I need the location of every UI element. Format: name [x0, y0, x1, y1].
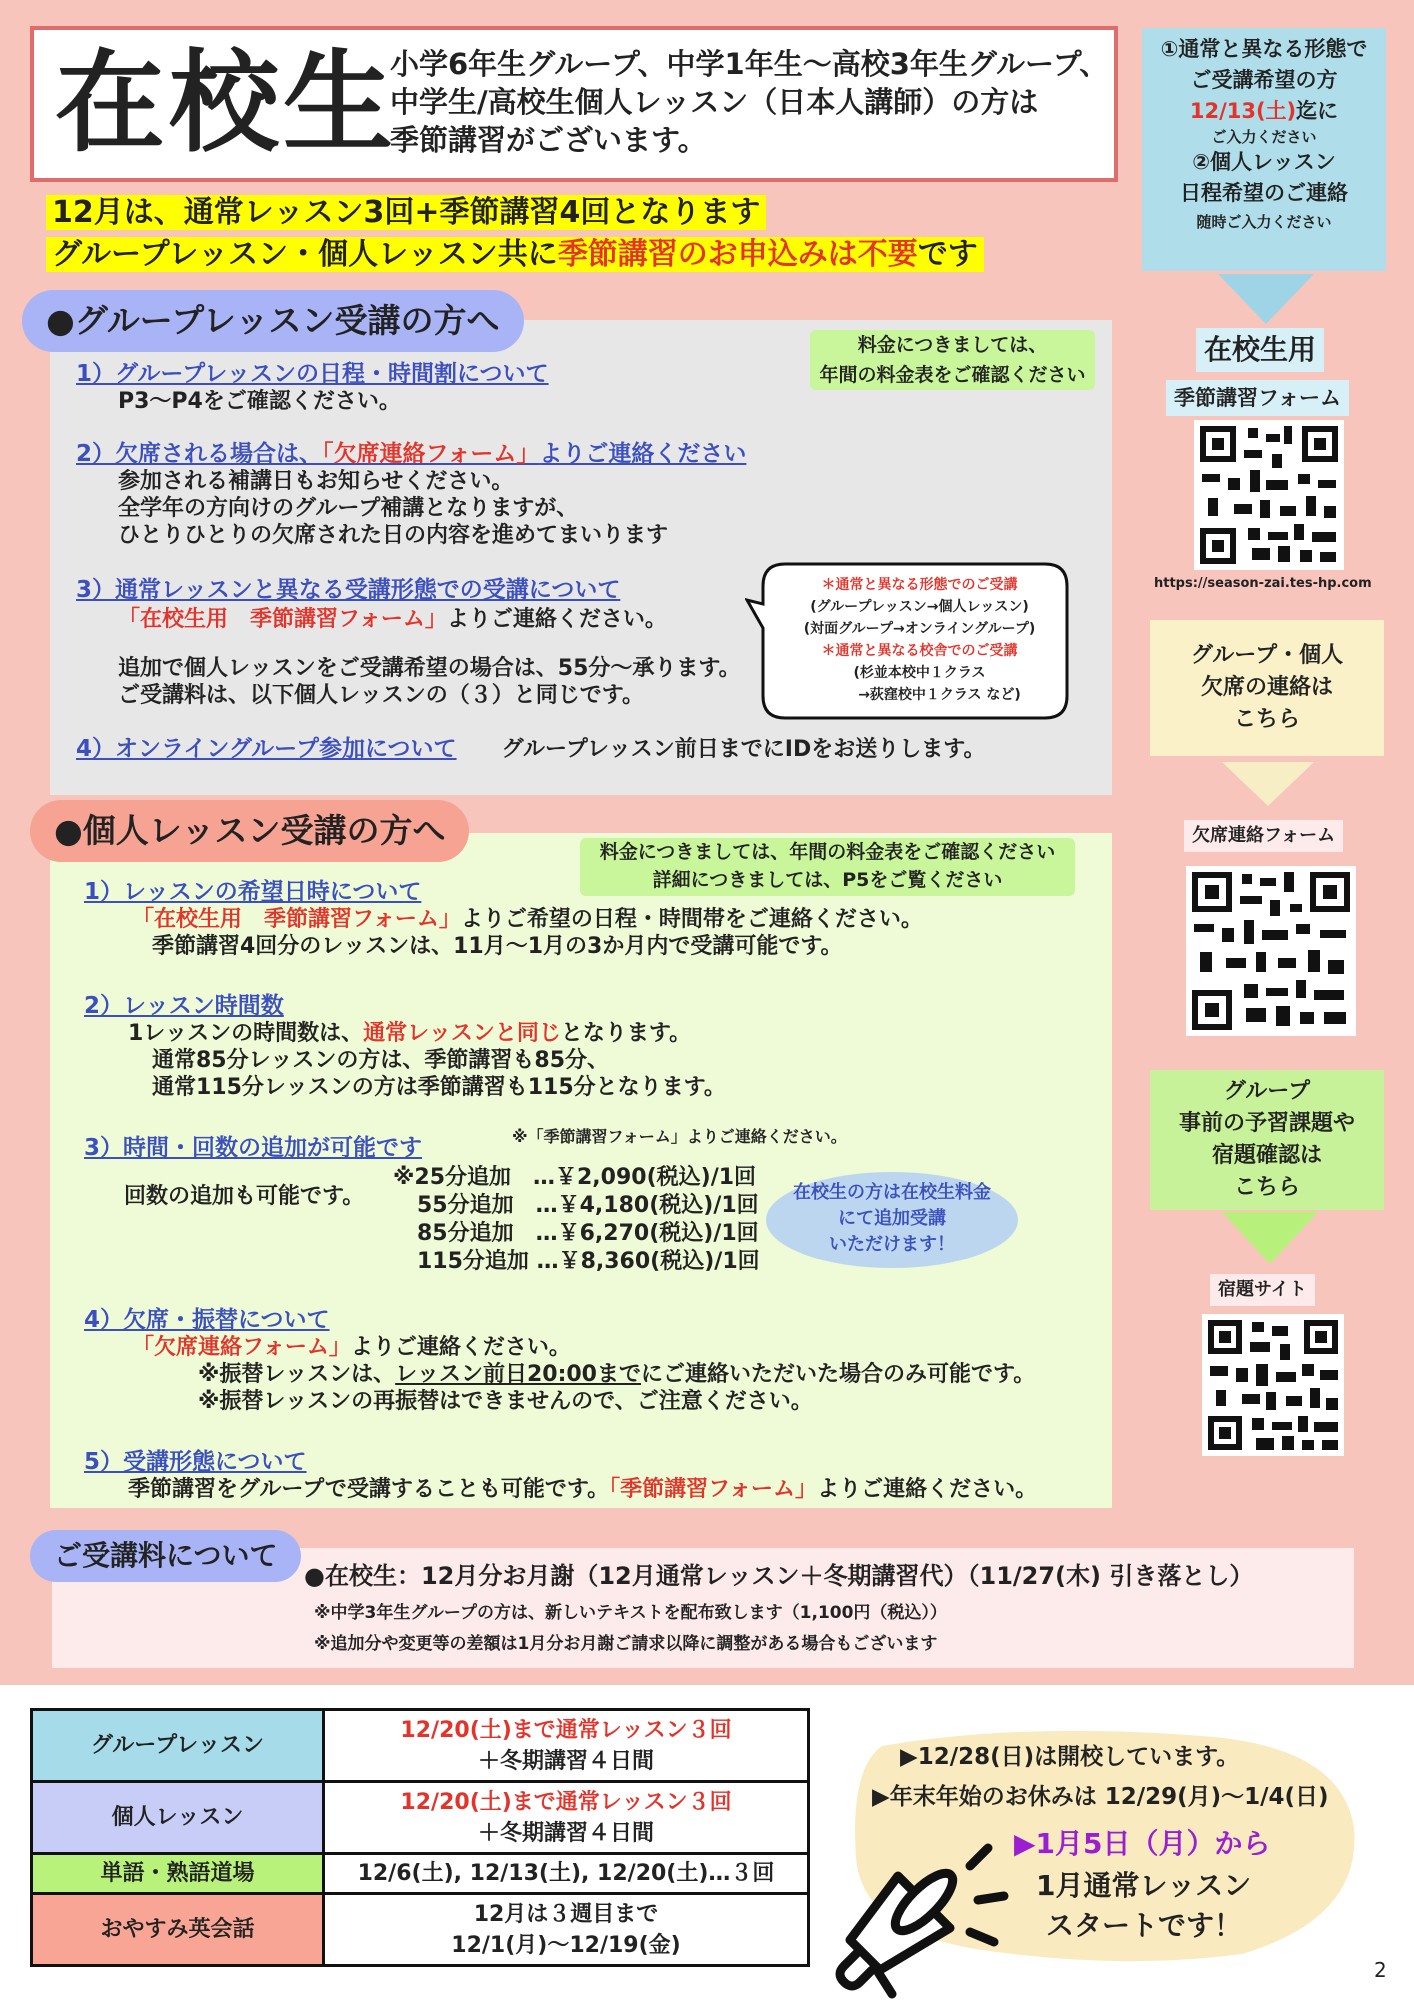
bubble-heading: ＊通常と異なる形態でのご受講 — [821, 577, 1018, 593]
form1-qr-code[interactable] — [1194, 420, 1344, 570]
bubble-line: (グループレッスン→個人レッスン) — [810, 599, 1029, 615]
table-row — [32, 1782, 809, 1854]
private-item-4-line: ※振替レッスンの再振替はできませんので、ご注意ください。 — [198, 1389, 813, 1414]
private-item-3-title: 3）時間・回数の追加が可能です — [84, 1135, 423, 1161]
intro-line: 小学6年生グループ、中学1年生～高校3年生グループ、 — [390, 47, 1109, 81]
sidebar-line: 迄に — [1296, 99, 1339, 123]
group-item-3-line: 追加で個人レッスンをご受講希望の場合は、55分～承ります。 — [118, 656, 741, 681]
sidebar-line: 事前の予習課題や — [1178, 1111, 1355, 1136]
page-title: 在校生 — [55, 39, 397, 167]
fee-note-line: 年間の料金表をご確認ください — [819, 364, 1086, 386]
sidebar-small: 随時ご入力ください — [1196, 213, 1332, 231]
schedule-red-line: 12/20(土)まで通常レッスン３回 — [400, 1789, 732, 1815]
closing-line: スタートです！ — [1046, 1909, 1243, 1942]
price-list — [393, 1164, 760, 1276]
schedule-label: 単語・熟語道場 — [32, 1854, 324, 1894]
table-row — [32, 1710, 809, 1782]
price-line: 85分追加 …￥6,270(税込)/1回 — [417, 1221, 759, 1246]
sidebar-line: グループ — [1223, 1079, 1311, 1104]
schedule-red-line: 12/20(土)まで通常レッスン３回 — [400, 1717, 732, 1743]
schedule-label: 個人レッスン — [32, 1782, 324, 1854]
private-item-4 — [84, 1306, 1035, 1415]
price-line: 115分追加 …￥8,360(税込)/1回 — [417, 1249, 760, 1274]
schedule-table — [30, 1708, 810, 1967]
price-bubble-line: 在校生の方は在校生料金 — [793, 1182, 991, 1203]
fee-note-line: 料金につきましては、 — [857, 334, 1048, 356]
link-text: 2）欠席される場合は、 — [76, 441, 323, 467]
closing-highlight: ▶1月5日（月）から — [1014, 1827, 1271, 1860]
schedule-value — [324, 1854, 809, 1894]
sidebar-homework-box — [1150, 1070, 1384, 1210]
private-item-3-note: ※「季節講習フォーム」よりご連絡ください。 — [512, 1127, 847, 1146]
group-item-4-title: 4）オンライングループ参加について — [76, 736, 457, 762]
fees-heading: ご受講料について — [30, 1530, 301, 1582]
private-absence-form-name: 「欠席連絡フォーム」 — [132, 1335, 351, 1360]
fee-note-line: 料金につきましては、年間の料金表をご確認ください — [599, 841, 1056, 863]
form1-title: 在校生用 — [1196, 328, 1324, 372]
sidebar-line: 宿題確認は — [1211, 1143, 1322, 1168]
private-item-5-text: よりご連絡ください。 — [817, 1477, 1038, 1502]
private-item-1-text: よりご希望の日程・時間帯をご連絡ください。 — [460, 907, 923, 932]
fee-note-line: 詳細につきましては、P5をご覧ください — [652, 869, 1003, 891]
schedule-value — [324, 1710, 809, 1782]
private-item-5-title: 5）受講形態について — [84, 1449, 307, 1475]
private-item-2-text: 1レッスンの時間数は、 — [128, 1021, 364, 1046]
bubble-line: →荻窪校中１クラス など) — [858, 687, 1021, 703]
arrow-down-icon — [1218, 274, 1314, 324]
group-item-2 — [76, 440, 746, 549]
price-line: 55分追加 …￥4,180(税込)/1回 — [417, 1193, 759, 1218]
price-bubble — [766, 1172, 1018, 1268]
private-item-4-text: よりご連絡ください。 — [350, 1335, 571, 1360]
group-item-2-line: 全学年の方向けのグループ補講となりますが、 — [118, 496, 579, 521]
private-item-2-line: 通常85分レッスンの方は、季節講習も85分、 — [152, 1048, 610, 1073]
sidebar-line: ①通常と異なる形態で — [1160, 37, 1368, 61]
intro-text — [390, 45, 1108, 159]
group-item-1-title: 1）グループレッスンの日程・時間割について — [76, 361, 549, 387]
private-item-3-title-wrap — [84, 1134, 422, 1162]
form2-label: 欠席連絡フォーム — [1184, 820, 1343, 852]
private-item-3-body: 回数の追加も可能です。 — [124, 1184, 365, 1209]
bubble-line: (杉並本校中１クラス — [853, 665, 986, 681]
private-item-2 — [84, 992, 726, 1101]
fees-note: ※追加分や変更等の差額は1月分お月謝ご請求以降に調整がある場合もございます — [314, 1634, 938, 1654]
sidebar-small: ご入力ください — [1211, 128, 1317, 146]
group-item-3-line: ご受講料は、以下個人レッスンの（３）と同じです。 — [118, 683, 645, 708]
absence-form-qr-code[interactable] — [1186, 866, 1356, 1036]
private-item-1 — [84, 878, 923, 960]
private-form-name: 「在校生用 季節講習フォーム」 — [132, 907, 461, 932]
schedule-line: 12/6(土), 12/13(土), 12/20(土)…３回 — [357, 1861, 775, 1886]
schedule-value — [324, 1894, 809, 1966]
group-item-2-line: ひとりひとりの欠席された日の内容を進めてまいります — [118, 523, 669, 548]
form1-url[interactable]: https://season-zai.tes-hp.com — [1154, 576, 1372, 591]
highlight-text: グループレッスン・個人レッスン共に — [52, 237, 558, 272]
link-text: よりご連絡ください — [539, 441, 747, 467]
private-item-2-title: 2）レッスン時間数 — [84, 993, 284, 1019]
group-form-name: 「在校生用 季節講習フォーム」 — [118, 607, 447, 632]
private-item-2-red: 通常レッスンと同じ — [363, 1021, 561, 1046]
page-number: 2 — [1374, 1958, 1387, 1982]
sidebar-line: 欠席の連絡は — [1200, 675, 1333, 700]
arrow-down-icon — [1222, 1212, 1318, 1264]
private-heading: ●個人レッスン受講の方へ — [30, 800, 469, 862]
sidebar-line: こちら — [1233, 707, 1300, 732]
intro-line: 中学生/高校生個人レッスン（日本人講師）の方は — [390, 85, 1039, 119]
price-bubble-line: いただけます！ — [829, 1234, 955, 1255]
group-item-3 — [76, 576, 741, 709]
highlight-line-2 — [46, 237, 984, 272]
private-item-4-text: ※振替レッスンは、 — [198, 1362, 396, 1387]
closing-line: 1月通常レッスン — [1036, 1869, 1252, 1902]
group-item-4 — [76, 735, 1036, 763]
fees-note: ※中学3年生グループの方は、新しいテキストを配布致します（1,100円（税込）） — [314, 1603, 947, 1623]
sidebar-line: こちら — [1233, 1175, 1300, 1200]
schedule-value — [324, 1782, 809, 1854]
fees-main-text: ●在校生：12月分お月謝（12月通常レッスン＋冬期講習代）（11/27(木) 引き落とし） — [304, 1562, 1254, 1590]
schedule-label: おやすみ英会話 — [32, 1894, 324, 1966]
schedule-line: 12/1(月)～12/19(金) — [451, 1932, 681, 1958]
megaphone-icon — [820, 1830, 1030, 2000]
private-item-4-text: にご連絡いただいた場合のみ可能です。 — [640, 1362, 1036, 1387]
highlight-block — [46, 193, 984, 275]
group-item-3-text: よりご連絡ください。 — [446, 607, 667, 632]
arrow-down-icon — [1222, 762, 1314, 806]
private-item-1-title: 1）レッスンの希望日時について — [84, 879, 422, 905]
speech-bubble-text — [772, 574, 1067, 706]
homework-site-qr-code[interactable] — [1202, 1314, 1344, 1456]
sidebar-deadline: 12/13(土) — [1189, 99, 1297, 123]
intro-line: 季節講習がございます。 — [390, 123, 707, 157]
sidebar-line: ご受講希望の方 — [1190, 68, 1338, 92]
private-item-5-text: 季節講習をグループで受講することも可能です。 — [128, 1477, 610, 1502]
group-item-4-body: グループレッスン前日までにIDをお送りします。 — [501, 737, 986, 762]
group-item-1 — [76, 360, 549, 415]
group-heading: ●グループレッスン受講の方へ — [22, 290, 524, 352]
highlight-red-text: 季節講習のお申込みは不要 — [557, 237, 918, 272]
schedule-line: 12月は３週目まで — [473, 1901, 659, 1927]
private-item-4-title: 4）欠席・振替について — [84, 1307, 330, 1333]
private-item-5-red: 「季節講習フォーム」 — [609, 1477, 818, 1502]
schedule-label: グループレッスン — [32, 1710, 324, 1782]
schedule-line: ＋冬期講習４日間 — [477, 1748, 654, 1774]
form1-subtitle: 季節講習フォーム — [1166, 380, 1349, 416]
sidebar-line: 日程希望のご連絡 — [1180, 181, 1348, 205]
highlight-text: です — [917, 237, 978, 272]
price-bubble-line: にて追加受講 — [838, 1208, 946, 1229]
private-item-5 — [84, 1448, 1037, 1503]
closing-line: ▶年末年始のお休みは 12/29(月)～1/4(日) — [872, 1784, 1329, 1810]
sidebar-absence-box — [1150, 620, 1384, 756]
group-item-2-line: 参加される補講日もお知らせください。 — [118, 469, 514, 494]
sidebar-notice-box — [1142, 28, 1386, 271]
table-row — [32, 1854, 809, 1894]
closing-line: ▶12/28(日)は開校しています。 — [900, 1744, 1240, 1770]
private-item-2-text: となります。 — [560, 1021, 692, 1046]
bubble-heading: ＊通常と異なる校舎でのご受講 — [821, 643, 1018, 659]
price-line: ※25分追加 …￥2,090(税込)/1回 — [393, 1165, 757, 1190]
sidebar-line: ②個人レッスン — [1192, 150, 1336, 174]
sidebar-line: グループ・個人 — [1190, 643, 1344, 668]
form3-label: 宿題サイト — [1210, 1274, 1315, 1306]
table-row — [32, 1894, 809, 1966]
private-item-2-line: 通常115分レッスンの方は季節講習も115分となります。 — [152, 1075, 726, 1100]
link-red-text: 「欠席連絡フォーム」 — [322, 441, 540, 467]
group-fee-note — [810, 330, 1095, 390]
highlight-line-1: 12月は、通常レッスン3回+季節講習4回となります — [46, 195, 766, 230]
group-item-1-body: P3～P4をご確認ください。 — [118, 389, 401, 414]
schedule-line: ＋冬期講習４日間 — [477, 1820, 654, 1846]
group-item-3-title: 3）通常レッスンと異なる受講形態での受講について — [76, 577, 621, 603]
private-item-1-body: 季節講習4回分のレッスンは、11月～1月の3か月内で受講可能です。 — [152, 934, 843, 959]
private-item-4-underline: レッスン前日20:00まで — [395, 1362, 641, 1387]
group-item-2-title — [76, 440, 746, 468]
bubble-line: (対面グループ→オンライングループ) — [803, 621, 1036, 637]
